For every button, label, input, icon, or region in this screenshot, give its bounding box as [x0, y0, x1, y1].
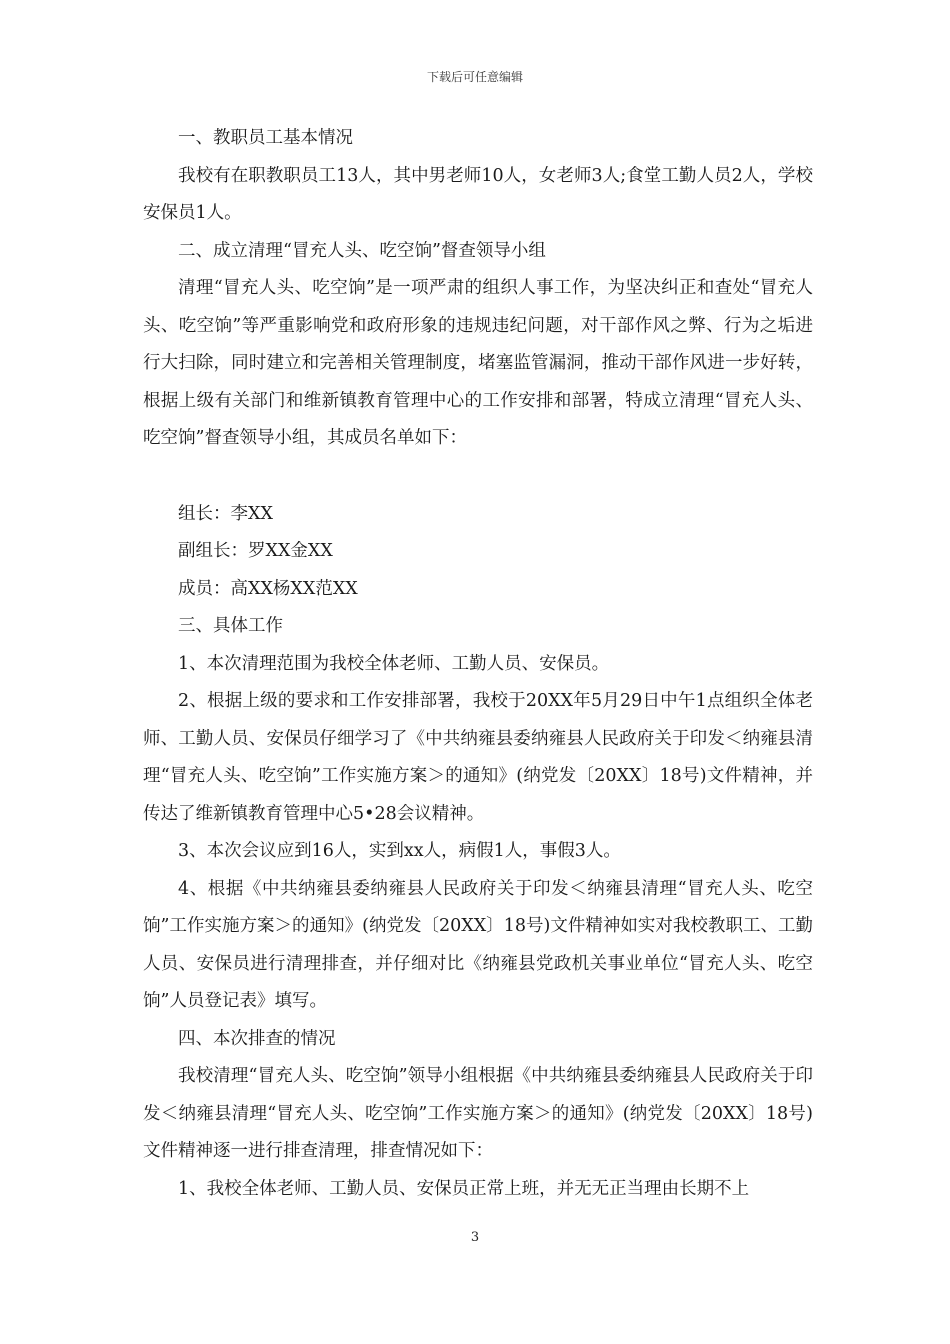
section-heading-1: 一、教职员工基本情况: [178, 128, 353, 148]
members: 成员：高XX杨XX范XX: [178, 578, 358, 599]
section-heading-2: 二、成立清理“冒充人头、吃空饷”督查领导小组: [178, 240, 546, 261]
section-heading-4: 四、本次排查的情况: [178, 1028, 336, 1049]
paragraph: 清理“冒充人头、吃空饷”是一项严肃的组织人事工作，为坚决纠正和查处“冒充人头、吃空饷”等严重影响党和政府形象的违规违纪问题，对干部作风之弊、行为之垢进行大扫除，同时建立和完善相关管理制度，堵塞监管漏洞，推动干部作风进一步好转，根据上级有关部门和维新镇教育管理中心的工作安排和部署，特成立清理“冒充人头、吃空饷”督查领导小组，其成员名单如下：: [143, 278, 813, 448]
paragraph: 4、根据《中共纳雍县委纳雍县人民政府关于印发＜纳雍县清理“冒充人头、吃空饷”工作实施方案＞的通知》(纳党发〔20XX〕18号)文件精神如实对我校教职工、工勤人员、安保员进行清理排查，并仔细对比《纳雍县党政机关事业单位“冒充人头、吃空饷”人员登记表》填写。: [143, 878, 813, 1011]
paragraph: 我校有在职教职员工13人，其中男老师10人，女老师3人;食堂工勤人员2人，学校安保员1人。: [143, 165, 813, 223]
group-leader: 组长：李XX: [178, 503, 273, 524]
paragraph: 3、本次会议应到16人，实到xx人，病假1人，事假3人。: [178, 841, 621, 861]
spacer: [143, 458, 813, 496]
document-body: [143, 120, 813, 1208]
section-heading-3: 三、具体工作: [178, 616, 283, 636]
page-number: 3: [470, 1230, 480, 1245]
paragraph: 1、本次清理范围为我校全体老师、工勤人员、安保员。: [178, 653, 610, 674]
paragraph: 1、我校全体老师、工勤人员、安保员正常上班，并无无正当理由长期不上: [178, 1178, 750, 1199]
page-header: 下载后可任意编辑: [426, 70, 523, 84]
paragraph: 我校清理“冒充人头、吃空饷”领导小组根据《中共纳雍县委纳雍县人民政府关于印发＜纳雍县清理“冒充人头、吃空饷”工作实施方案＞的通知》(纳党发〔20XX〕18号)文件精神逐一进行排查清理，排查情况如下：: [143, 1066, 813, 1161]
paragraph: 2、根据上级的要求和工作安排部署，我校于20XX年5月29日中午1点组织全体老师、工勤人员、安保员仔细学习了《中共纳雍县委纳雍县人民政府关于印发＜纳雍县清理“冒充人头、吃空饷”工作实施方案＞的通知》(纳党发〔20XX〕18号)文件精神，并传达了维新镇教育管理中心5•28会议精神。: [143, 691, 813, 824]
deputy-leader: 副组长：罗XX金XX: [178, 541, 333, 561]
